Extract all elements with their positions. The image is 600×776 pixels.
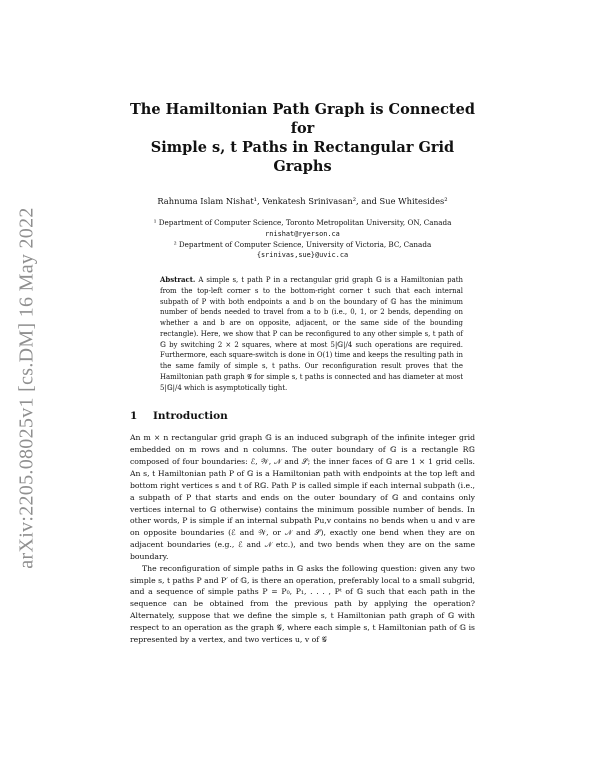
section-title: Introduction bbox=[152, 410, 228, 423]
paper-title bbox=[130, 100, 475, 176]
arxiv-stamp bbox=[10, 0, 44, 776]
abstract bbox=[160, 275, 463, 393]
title-line-1: The Hamiltonian Path Graph is Connected for bbox=[130, 101, 475, 137]
abstract-text: A simple s, t path P in a rectangular grid graph 𝔾 is a Hamiltonian path from the top-left corner s to the bottom-right corner t such that each internal subpath of P with both endpoints a and b on the boundary of 𝔾 has the minimum number of bends needed to travel from a to b (i.e., 0, 1, or 2 bends, depending on whether a and b are on opposite, adjacent, or the same side of the bounding rectangle). Here, we show that P can be reconfigured to any other simple s, t path of 𝔾 by switching 2 × 2 squares, where at most 5|𝔾|/4 such operations are required. Furthermore, each square-switch is done in O(1) time and keeps the resulting path in the same family of simple s, t paths. Our reconfiguration result proves that the Hamiltonian path graph 𝒢 for simple s, t paths is connected and has diameter at most 5|𝔾|/4 which is asymptotically tight. bbox=[160, 276, 464, 392]
paragraph-1: An m × n rectangular grid graph 𝔾 is an induced subgraph of the infinite integer grid embedded on m rows and n columns. The outer boundary of 𝔾 is a rectangle R𝔾 composed of four boundaries: ℰ, 𝒲, 𝒩 and 𝒮; the inner faces of 𝔾 are 1 × 1 grid cells. An s, t Hamiltonian path P of 𝔾 is a Hamiltonian path with endpoints at the top left and bottom right vertices s and t of R𝔾. Path P is called simple if each internal subpath (i.e., a subpath of P that starts and ends on the outer boundary of 𝔾 and contains only vertices internal to 𝔾 otherwise) contains the minimum possible number of bends. In other words, P is simple if an internal subpath Pu,v contains no bends when u and v are on opposite boundaries (ℰ and 𝒲, or 𝒩 and 𝒮), exactly one bend when they are on adjacent boundaries (e.g., ℰ and 𝒩 etc.), and two bends when they are on the same boundary. bbox=[130, 433, 475, 561]
email-1: rnishat@ryerson.ca bbox=[265, 229, 340, 238]
section-number: 1 bbox=[130, 410, 138, 423]
affiliation-1: ¹ Department of Computer Science, Toronto Metropolitan University, ON, Canada bbox=[153, 218, 452, 227]
affiliation-2: ² Department of Computer Science, University of Victoria, BC, Canada bbox=[173, 239, 432, 249]
author-list: Rahnuma Islam Nishat¹, Venkatesh Srinivasan², and Sue Whitesides² bbox=[157, 196, 448, 206]
section-heading bbox=[130, 410, 475, 422]
abstract-label: Abstract. bbox=[160, 275, 196, 285]
email-2: {srinivas,sue}@uvic.ca bbox=[256, 251, 349, 260]
affiliations bbox=[130, 218, 475, 261]
paper-page bbox=[130, 100, 475, 646]
body-text bbox=[130, 432, 475, 645]
paragraph-2: The reconfiguration of simple paths in 𝔾 asks the following question: given any two simple s, t paths P and P′ of 𝔾, is there an operation, preferably local to a small subgrid, and a sequence of simple paths P = P₀, P₁, . . . , Pᵗ of 𝔾 such that each path in the sequence can be obtained from the previous path by applying the operation? Alternately, suppose that we define the simple s, t Hamiltonian path graph of 𝔾 with respect to an operation as the graph 𝒢, where each simple s, t Hamiltonian path of 𝔾 is represented by a vertex, and two vertices u, v of 𝒢 bbox=[130, 563, 475, 644]
title-line-2: Simple s, t Paths in Rectangular Grid Graphs bbox=[150, 139, 455, 175]
arxiv-identifier: arXiv:2205.08025v1 [cs.DM] 16 May 2022 bbox=[15, 207, 38, 569]
